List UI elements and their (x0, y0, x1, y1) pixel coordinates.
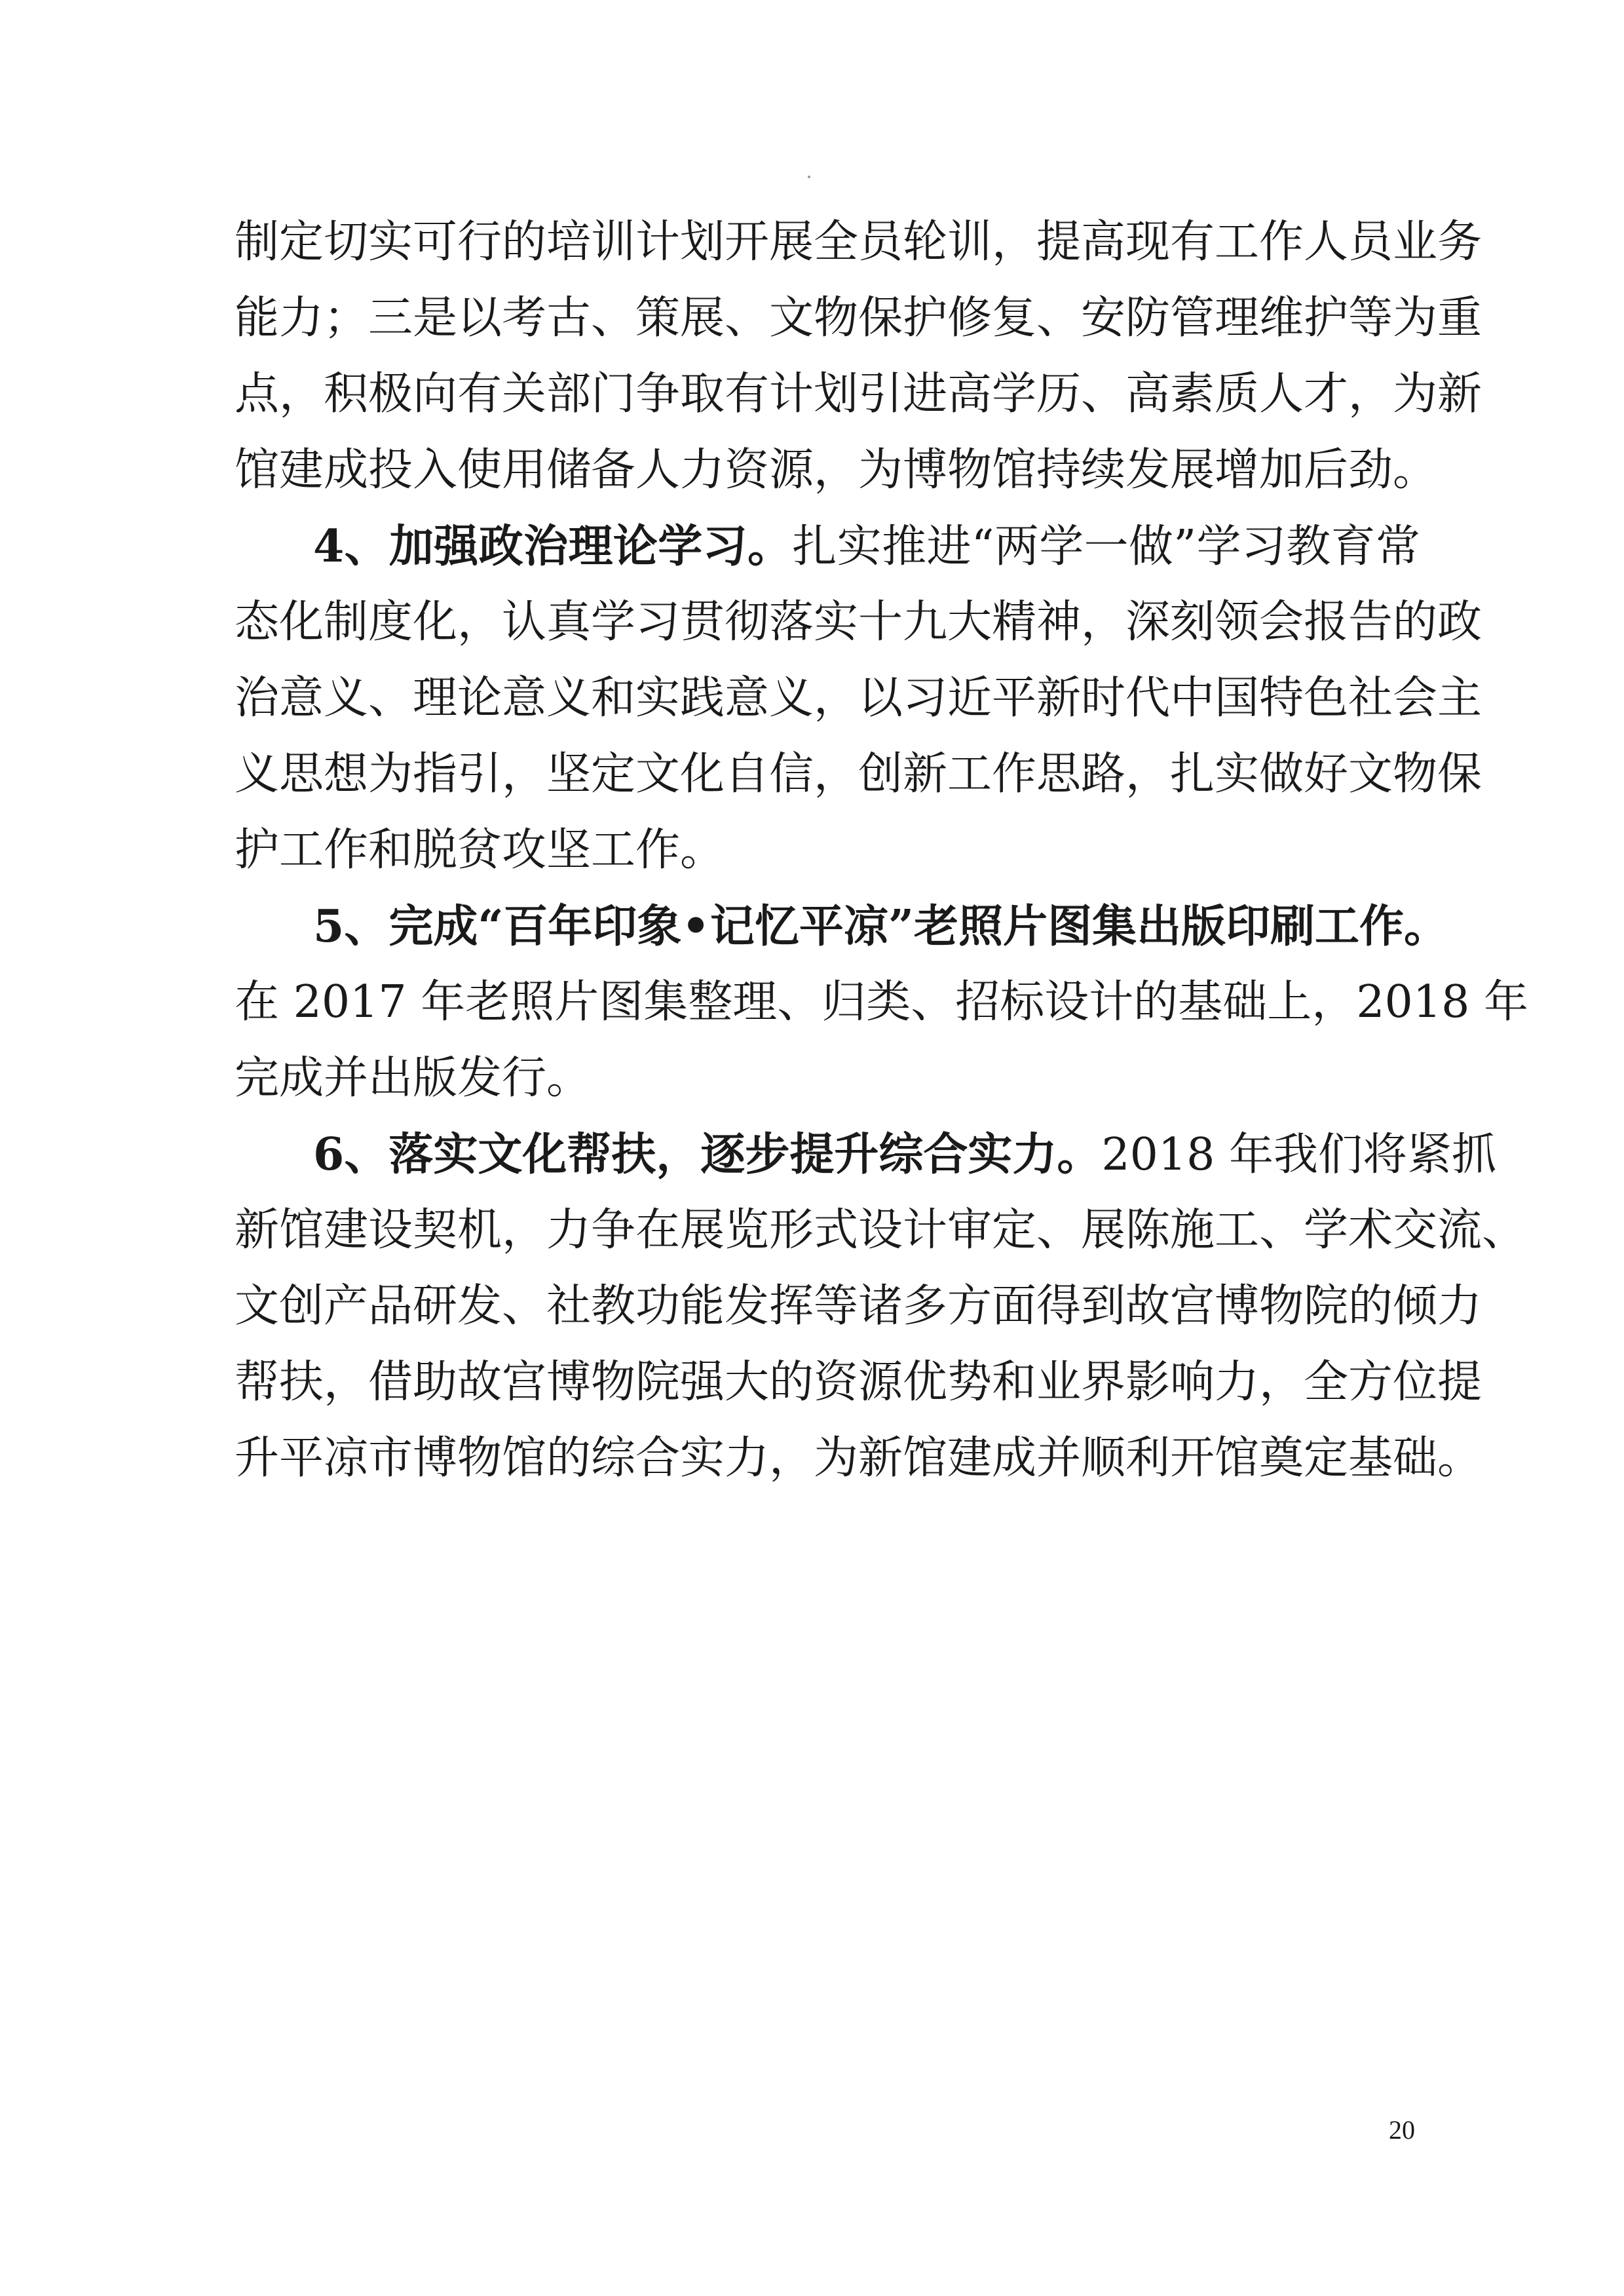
body-line: 新馆建设契机，力争在展览形式设计审定、展陈施工、学术交流、 (235, 1204, 1527, 1256)
body-line: 在 2017 年老照片图集整理、归类、招标设计的基础上，2018 年 (235, 976, 1528, 1028)
paragraph-first-line (313, 1117, 1496, 1193)
section-heading: 4、加强政治理论学习。 (313, 520, 793, 573)
body-line: 馆建成投入使用储备人力资源，为博物馆持续发展增加后劲。 (235, 444, 1438, 496)
section-heading: 5、完成“百年印象•记忆平凉”老照片图集出版印刷工作。 (313, 900, 1449, 953)
body-line: 能力；三是以考古、策展、文物保护修复、安防管理维护等为重 (235, 292, 1482, 344)
body-line: 治意义、理论意义和实践意义，以习近平新时代中国特色社会主 (235, 672, 1482, 724)
body-line: 护工作和脱贫攻坚工作。 (235, 824, 725, 876)
body-line: 帮扶，借助故宫博物院强大的资源优势和业界影响力，全方位提 (235, 1356, 1482, 1408)
body-text: 2018 年我们将紧抓 (1101, 1129, 1496, 1181)
section-heading: 6、落实文化帮扶，逐步提升综合实力。 (313, 1128, 1102, 1181)
body-text: 扎实推进“两学一做”学习教育常 (792, 521, 1420, 573)
body-line: 义思想为指引，坚定文化自信，创新工作思路，扎实做好文物保 (235, 748, 1482, 800)
body-line: 文创产品研发、社教功能发挥等诸多方面得到故宫博物院的倾力 (235, 1280, 1482, 1332)
body-line: 态化制度化，认真学习贯彻落实十九大精神，深刻领会报告的政 (235, 596, 1482, 648)
scan-speck (808, 176, 810, 178)
body-line: 升平凉市博物馆的综合实力，为新馆建成并顺利开馆奠定基础。 (235, 1432, 1482, 1484)
paragraph-first-line (313, 508, 1420, 584)
body-line: 完成并出版发行。 (235, 1052, 592, 1104)
body-line: 制定切实可行的培训计划开展全员轮训，提高现有工作人员业务 (235, 216, 1482, 268)
body-line: 点，积极向有关部门争取有计划引进高学历、高素质人才，为新 (235, 368, 1482, 420)
page-number: 20 (1389, 2115, 1415, 2145)
